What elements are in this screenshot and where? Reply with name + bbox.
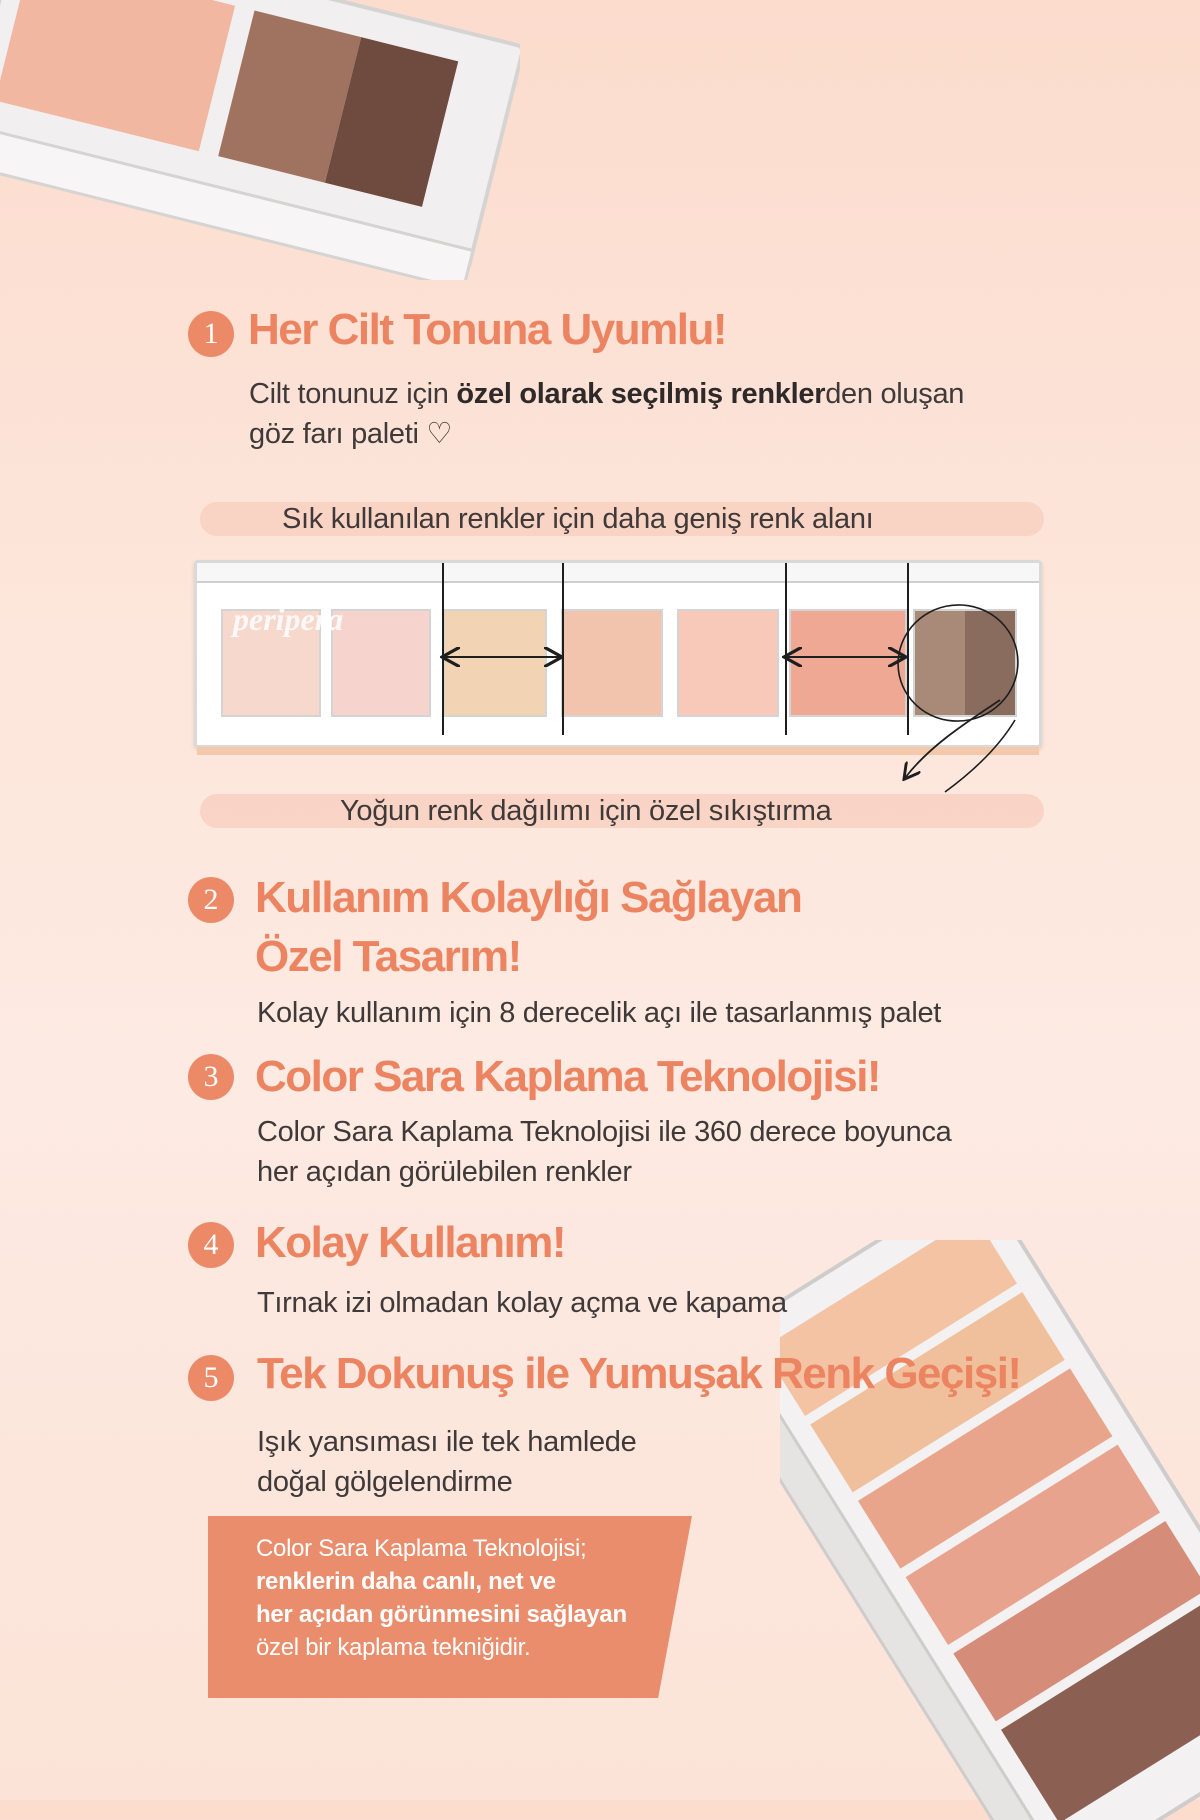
note-line: özel bir kaplama tekniğidir. — [256, 1634, 531, 1661]
section-2-title-line1: Kullanım Kolaylığı Sağlayan — [255, 873, 802, 922]
info-note-text — [256, 1532, 676, 1664]
desc-text: den oluşan — [825, 378, 965, 410]
note-bold-line: her açıdan görünmesini sağlayan — [256, 1601, 627, 1628]
note-line: Color Sara Kaplama Teknolojisi; — [256, 1535, 587, 1562]
section-2-description: Kolay kullanım için 8 derecelik açı ile tasarlanmış palet — [257, 997, 942, 1029]
palette-top-label-text: Sık kullanılan renkler için daha geniş renk alanı — [282, 503, 874, 535]
palette-bottom-label — [200, 794, 1044, 828]
curved-arrow-icon — [905, 700, 1000, 778]
desc-text: doğal gölgelendirme — [257, 1466, 513, 1498]
palette-photo-bottom — [780, 1240, 1200, 1820]
section-5-title: Tek Dokunuş ile Yumuşak Renk Geçişi! — [257, 1349, 1021, 1398]
highlight-circle-icon — [887, 594, 1028, 732]
section-3-description — [257, 1112, 952, 1192]
step-2-badge: 2 — [188, 877, 234, 923]
desc-text: Işık yansıması ile tek hamlede — [257, 1426, 637, 1458]
section-4-title: Kolay Kullanım! — [255, 1218, 565, 1267]
desc-text: Color Sara Kaplama Teknolojisi ile 360 derece boyunca — [257, 1116, 952, 1148]
brand-logo: peripera — [233, 601, 344, 637]
note-bold-line: renklerin daha canlı, net ve — [256, 1568, 556, 1595]
desc-text: Cilt tonunuz için — [249, 378, 457, 410]
annotation-arrows — [0, 0, 1200, 820]
step-5-badge: 5 — [188, 1355, 234, 1401]
section-3-title: Color Sara Kaplama Teknolojisi! — [255, 1052, 881, 1101]
section-1-title: Her Cilt Tonuna Uyumlu! — [248, 305, 727, 354]
desc-text: her açıdan görülebilen renkler — [257, 1156, 632, 1188]
step-1-badge: 1 — [188, 311, 234, 357]
section-5-description — [257, 1422, 636, 1502]
section-2-title-line2: Özel Tasarım! — [255, 932, 521, 981]
palette-bottom-label-text: Yoğun renk dağılımı için özel sıkıştırma — [340, 795, 832, 827]
step-3-badge: 3 — [188, 1054, 234, 1100]
desc-text: göz farı paleti ♡ — [249, 418, 453, 450]
step-4-badge: 4 — [188, 1222, 234, 1268]
section-4-description: Tırnak izi olmadan kolay açma ve kapama — [257, 1287, 787, 1319]
desc-bold-text: özel olarak seçilmiş renkler — [456, 378, 826, 410]
